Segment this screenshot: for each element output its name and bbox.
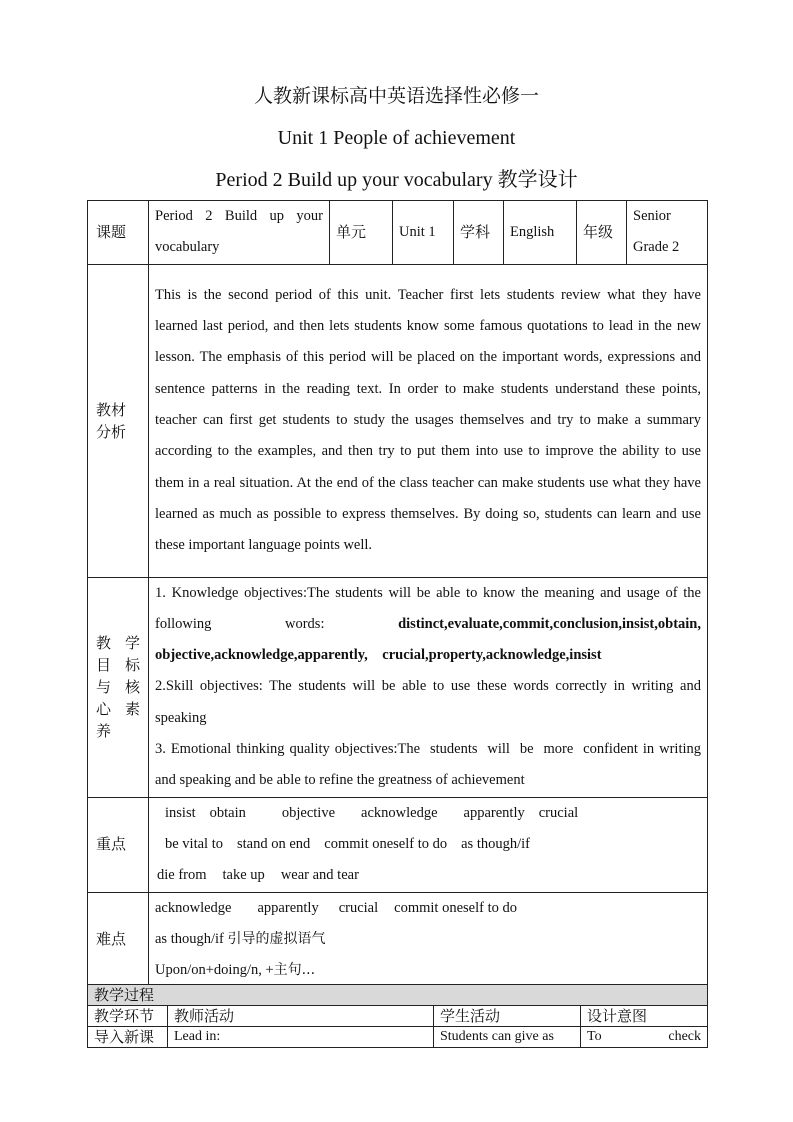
objectives-label-char: 标 (124, 656, 140, 675)
grade-value: Senior Grade 2 (627, 201, 708, 265)
topic-value: Period 2 Build up your vocabulary (149, 201, 330, 265)
key-point: stand on end (237, 835, 311, 852)
objectives-label-char: 教 (96, 634, 112, 653)
key-point: die from (157, 867, 207, 884)
key-point: apparently (463, 804, 525, 821)
process-col-stage: 教学环节 (88, 1006, 168, 1027)
key-point: crucial (538, 804, 579, 821)
key-points-content (149, 797, 708, 892)
topic-label: 课题 (88, 201, 149, 265)
analysis-label-line1: 教材 (96, 400, 127, 419)
difficult-point: crucial (338, 899, 379, 916)
process-header-row (88, 1006, 708, 1027)
subject-label: 学科 (454, 201, 504, 265)
analysis-label-line2: 分析 (96, 422, 127, 441)
difficult-point-en: Upon/on+doing/n, + (155, 962, 274, 979)
difficult-point: commit oneself to do (394, 899, 517, 916)
key-point: acknowledge (361, 804, 438, 821)
document-title-line1: 人教新课标高中英语选择性必修一 (253, 85, 539, 107)
key-point: as though/if (461, 835, 530, 852)
objectives-label-char: 核 (124, 678, 140, 697)
objectives-label-char: 心 (96, 700, 112, 719)
objectives-label-char: 学 (124, 634, 140, 653)
objectives-label-char: 素 (124, 700, 140, 719)
process-teacher-activity: Lead in: (168, 1027, 434, 1048)
process-col-teacher: 教师活动 (168, 1006, 434, 1027)
objectives-label (88, 577, 149, 797)
key-points-line3 (155, 860, 701, 891)
key-point: obtain (209, 804, 246, 821)
knowledge-objective-text: 1. Knowledge objectives:The students will be able to know the meaning and usage of the following words: (155, 584, 701, 632)
grade-label: 年级 (577, 201, 627, 265)
process-intent-word: check (668, 1029, 702, 1044)
objectives-content (149, 577, 708, 797)
difficult-points-content (149, 892, 708, 987)
process-intent-text (587, 1027, 701, 1047)
analysis-row (88, 264, 708, 577)
document-title-line2: Unit 1 People of achievement (277, 127, 516, 149)
key-point: objective (281, 804, 336, 821)
process-student-activity: Students can give as (434, 1027, 581, 1048)
process-row (88, 1027, 708, 1048)
document-title-line3: Period 2 Build up your vocabulary 教学设计 (215, 169, 578, 191)
key-points-line2 (155, 829, 701, 860)
info-row (88, 201, 708, 265)
key-point: insist (165, 804, 196, 821)
knowledge-objective (155, 578, 705, 672)
difficult-points-row (88, 892, 708, 987)
unit-value: Unit 1 (393, 201, 454, 265)
analysis-label (88, 264, 149, 577)
lesson-plan-table (87, 200, 708, 987)
difficult-points-label: 难点 (88, 892, 149, 987)
process-intent-word: To (587, 1029, 602, 1044)
subject-value: English (504, 201, 577, 265)
key-point: be vital to (165, 835, 223, 852)
emotional-objective: 3. Emotional thinking quality objectives:The students will be more confident in writing and speaking and be able to refine the greatness of achievement (155, 741, 705, 789)
key-point: take up (222, 867, 265, 884)
process-stage: 导入新课 (88, 1027, 168, 1048)
difficult-point: apparently (257, 899, 319, 916)
unit-label: 单元 (330, 201, 393, 265)
key-point: wear and tear (280, 867, 359, 884)
difficult-point-en: as though/if (155, 930, 228, 947)
process-section-title: 教学过程 (88, 985, 708, 1006)
key-point: commit oneself to do (324, 835, 448, 852)
analysis-text: This is the second period of this unit. Teacher first lets students review what they have learned last period, and then lets students know some famous quotations to lead in the new lesson. The emphasis of this period will be placed on the important words, expressions and sentence patterns in the reading text. In order to make students understand these points, teacher can first get students to study the usages themselves and try to make a summary according to the examples, and then try to put them into use to improve the ability to use them in a real situation. At the end of the class teacher can make students use what they have learned as much as possible to express themselves. By doing so, students can learn and use these important language points well. (149, 264, 708, 577)
key-points-label: 重点 (88, 797, 149, 892)
difficult-point-zh: 主句... (273, 962, 316, 979)
process-intent (581, 1027, 708, 1048)
process-col-intent: 设计意图 (581, 1006, 708, 1027)
key-points-row (88, 797, 708, 892)
difficult-points-line2 (155, 924, 701, 955)
objectives-label-char: 养 (96, 722, 112, 741)
difficult-point-zh: 引导的虚拟语气 (227, 930, 326, 947)
objectives-label-char: 目 (96, 656, 112, 675)
difficult-points-line3 (155, 955, 701, 986)
key-points-line1 (155, 798, 701, 829)
objectives-label-grid (96, 632, 140, 742)
objectives-row (88, 577, 708, 797)
skill-objective: 2.Skill objectives: The students will be able to use these words correctly in writing and speaking (155, 678, 701, 726)
objectives-label-char: 与 (96, 678, 112, 697)
process-title-row (88, 985, 708, 1006)
knowledge-objective-words: distinct,evaluate,commit,conclusion,insist,obtain, objective,acknowledge,apparently, crucial,property,acknowledge,insist (155, 615, 705, 664)
difficult-point: acknowledge (155, 899, 232, 916)
difficult-points-line1 (155, 893, 701, 924)
process-col-student: 学生活动 (434, 1006, 581, 1027)
teaching-process-table (87, 984, 708, 1048)
